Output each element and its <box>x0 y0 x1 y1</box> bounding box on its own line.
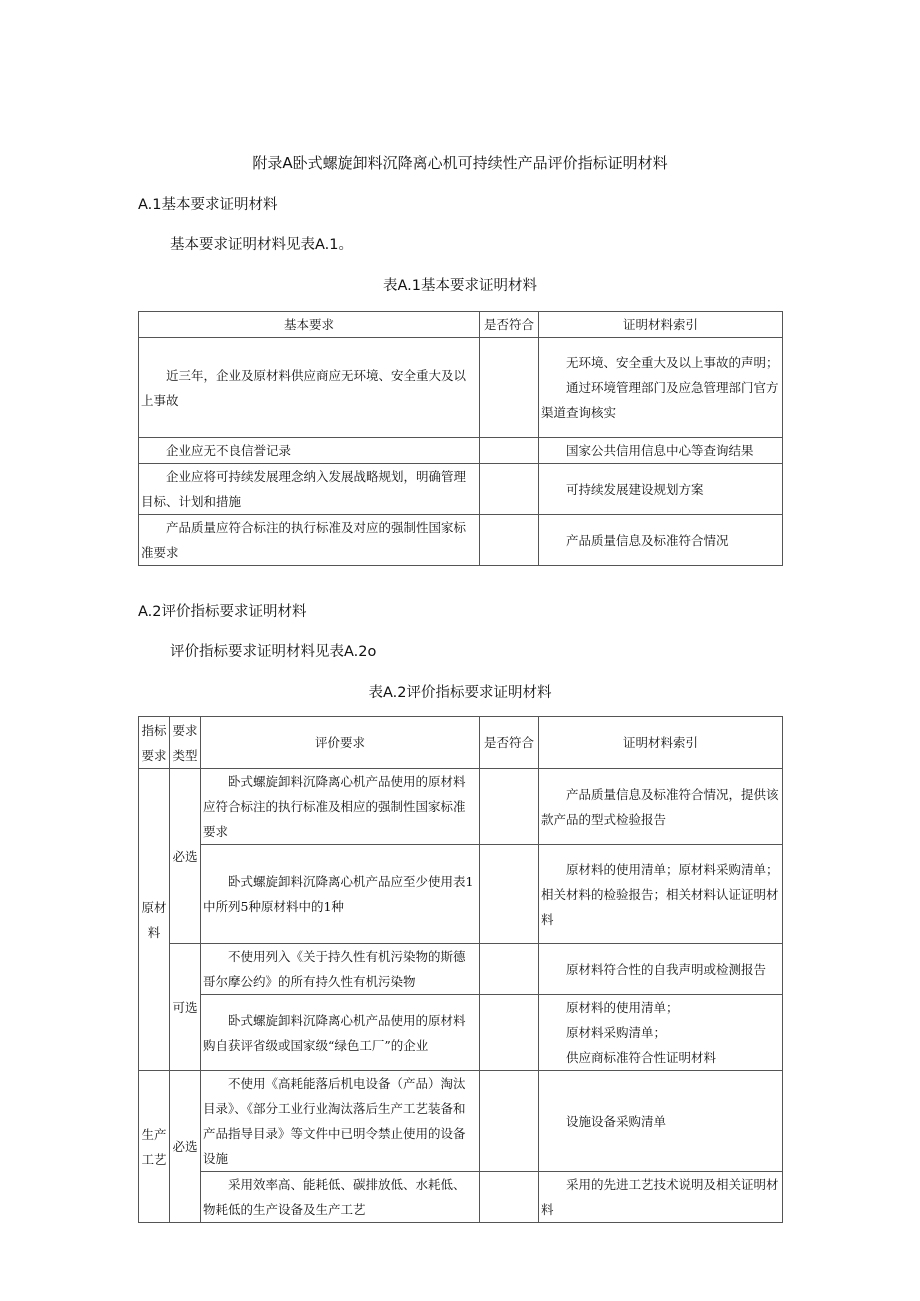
evidence-cell: 原材料的使用清单；原材料采购清单；相关材料的检验报告；相关材料认证证明材料 <box>539 845 783 944</box>
section-a2-heading: A.2评价指标要求证明材料 <box>138 604 307 620</box>
compliance-cell <box>480 845 539 944</box>
compliance-cell <box>480 338 539 438</box>
table-header-row <box>139 717 783 769</box>
compliance-cell <box>480 438 539 464</box>
requirement-cell: 卧式螺旋卸料沉降离心机产品使用的原材料购自获评省级或国家级“绿色工厂”的企业 <box>201 995 480 1071</box>
group-raw-materials: 原材料 <box>139 769 170 1071</box>
compliance-cell <box>480 1071 539 1172</box>
table-row <box>139 944 783 995</box>
table-header-row <box>139 312 783 338</box>
evidence-cell: 国家公共信用信息中心等查询结果 <box>539 438 783 464</box>
table-row <box>139 464 783 515</box>
compliance-cell <box>480 464 539 515</box>
table-a1-caption: 表A.1基本要求证明材料 <box>383 278 537 294</box>
requirement-cell: 近三年，企业及原材料供应商应无环境、安全重大及以上事故 <box>139 338 480 438</box>
header-indicator: 指标要求 <box>139 717 170 769</box>
requirement-cell: 不使用列入《关于持久性有机污染物的斯德哥尔摩公约》的所有持久性有机污染物 <box>201 944 480 995</box>
evidence-cell <box>539 338 783 438</box>
evidence-cell: 可持续发展建设规划方案 <box>539 464 783 515</box>
compliance-cell <box>480 1172 539 1223</box>
requirement-cell: 产品质量应符合标注的执行标准及对应的强制性国家标准要求 <box>139 515 480 566</box>
evidence-cell: 采用的先进工艺技术说明及相关证明材料 <box>539 1172 783 1223</box>
section-a1-intro: 基本要求证明材料见表A.1。 <box>170 237 353 253</box>
table-row <box>139 845 783 944</box>
compliance-cell <box>480 769 539 845</box>
evidence-cell: 原材料符合性的自我声明或检测报告 <box>539 944 783 995</box>
evidence-cell: 产品质量信息及标准符合情况 <box>539 515 783 566</box>
header-evidence: 证明材料索引 <box>539 717 783 769</box>
header-basic-req: 基本要求 <box>139 312 480 338</box>
section-a1-heading: A.1基本要求证明材料 <box>138 197 278 213</box>
requirement-cell: 采用效率高、能耗低、碳排放低、水耗低、物耗低的生产设备及生产工艺 <box>201 1172 480 1223</box>
header-compliance: 是否符合 <box>480 312 539 338</box>
requirement-cell: 不使用《高耗能落后机电设备（产品）淘汰目录》、《部分工业行业淘汰落后生产工艺装备和产品指导目录》等文件中已明令禁止使用的设备设施 <box>201 1071 480 1172</box>
table-row <box>139 1071 783 1172</box>
evidence-cell: 产品质量信息及标准符合情况，提供该款产品的型式检验报告 <box>539 769 783 845</box>
table-row <box>139 338 783 438</box>
table-a2-caption: 表A.2评价指标要求证明材料 <box>368 685 552 701</box>
header-compliance: 是否符合 <box>480 717 539 769</box>
requirement-cell: 卧式螺旋卸料沉降离心机产品应至少使用表1中所列5种原材料中的1种 <box>201 845 480 944</box>
requirement-cell: 企业应将可持续发展理念纳入发展战略规划，明确管理目标、计划和措施 <box>139 464 480 515</box>
type-mandatory: 必选 <box>170 769 201 944</box>
header-eval-req: 评价要求 <box>201 717 480 769</box>
evidence-cell: 设施设备采购清单 <box>539 1071 783 1172</box>
group-production-process: 生产工艺 <box>139 1071 170 1223</box>
compliance-cell <box>480 944 539 995</box>
requirement-cell: 企业应无不良信誉记录 <box>139 438 480 464</box>
header-evidence: 证明材料索引 <box>539 312 783 338</box>
type-mandatory: 必选 <box>170 1071 201 1223</box>
table-a1 <box>138 311 783 566</box>
evidence-line: 原材料的使用清单； <box>566 1000 679 1015</box>
type-optional: 可选 <box>170 944 201 1071</box>
evidence-line: 原材料采购清单； <box>566 1025 667 1040</box>
evidence-line: 通过环境管理部门及应急管理部门官方渠道查询核实 <box>541 380 779 420</box>
section-a2-intro: 评价指标要求证明材料见表A.2o <box>170 644 377 660</box>
table-a2 <box>138 716 783 1223</box>
table-row <box>139 438 783 464</box>
table-row <box>139 995 783 1071</box>
requirement-cell: 卧式螺旋卸料沉降离心机产品使用的原材料应符合标注的执行标准及相应的强制性国家标准要求 <box>201 769 480 845</box>
evidence-cell <box>539 995 783 1071</box>
page-title: 附录A卧式螺旋卸料沉降离心机可持续性产品评价指标证明材料 <box>252 154 668 172</box>
evidence-line: 无环境、安全重大及以上事故的声明； <box>566 355 779 370</box>
compliance-cell <box>480 515 539 566</box>
header-type: 要求类型 <box>170 717 201 769</box>
table-row <box>139 769 783 845</box>
evidence-line: 供应商标准符合性证明材料 <box>566 1050 717 1065</box>
table-row <box>139 515 783 566</box>
table-row <box>139 1172 783 1223</box>
compliance-cell <box>480 995 539 1071</box>
